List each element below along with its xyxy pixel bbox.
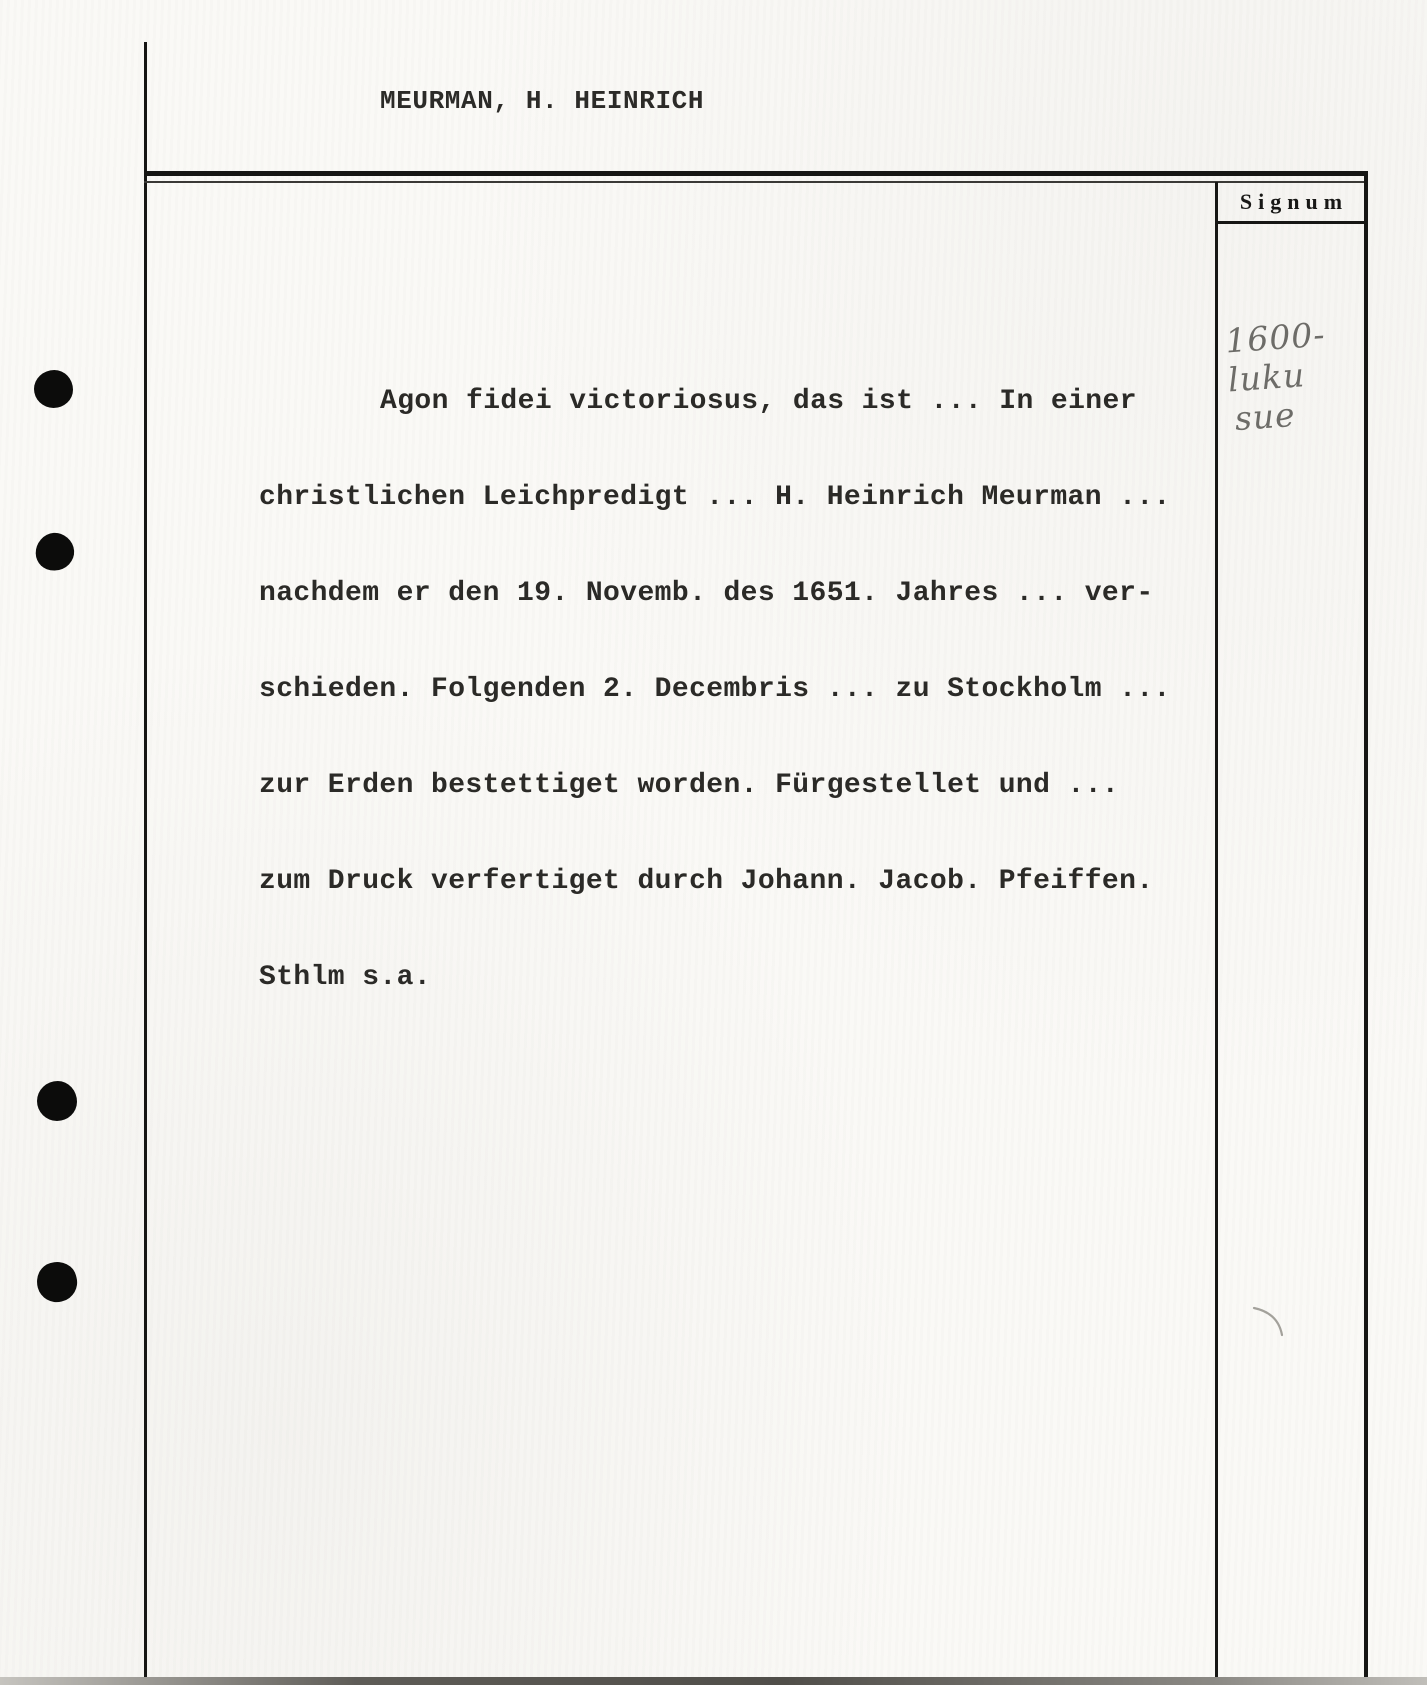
catalog-entry	[259, 322, 1179, 1058]
left-margin-rule	[144, 42, 147, 1678]
entry-line: christlichen Leichpredigt ... H. Heinrich Meurman ...	[259, 482, 1171, 513]
signum-column-header: Signum	[1239, 189, 1349, 214]
pencil-stray-mark	[1248, 1305, 1292, 1339]
entry-line: zur Erden bestettiget worden. Fürgestellet und ...	[259, 770, 1120, 801]
card-heading: MEURMAN, H. HEINRICH	[380, 86, 705, 116]
entry-line: zum Druck verfertiget durch Johann. Jacob. Pfeiffen.	[259, 866, 1154, 897]
card-right-border	[1364, 175, 1368, 1678]
entry-line: schieden. Folgenden 2. Decembris ... zu Stockholm ...	[259, 674, 1171, 705]
signum-handwritten-note	[1224, 315, 1332, 439]
top-rule-thin	[144, 181, 1368, 183]
entry-line: Agon fidei victoriosus, das ist ... In einer	[380, 386, 1137, 417]
punch-hole-icon	[37, 1081, 77, 1121]
signum-column-divider	[1215, 182, 1218, 1678]
top-rule-thick	[144, 171, 1368, 176]
entry-line: nachdem er den 19. Novemb. des 1651. Jahres ... ver-	[259, 578, 1154, 609]
punch-hole-icon	[34, 370, 73, 408]
handwritten-line: luku	[1226, 355, 1307, 400]
handwritten-line: sue	[1233, 394, 1297, 439]
scan-bottom-edge	[0, 1677, 1427, 1685]
handwritten-line: 1600-	[1224, 314, 1327, 361]
punch-hole-icon	[31, 528, 80, 577]
entry-line: Sthlm s.a.	[259, 962, 432, 993]
punch-hole-icon	[33, 1258, 82, 1307]
signum-header-underline	[1215, 221, 1368, 224]
